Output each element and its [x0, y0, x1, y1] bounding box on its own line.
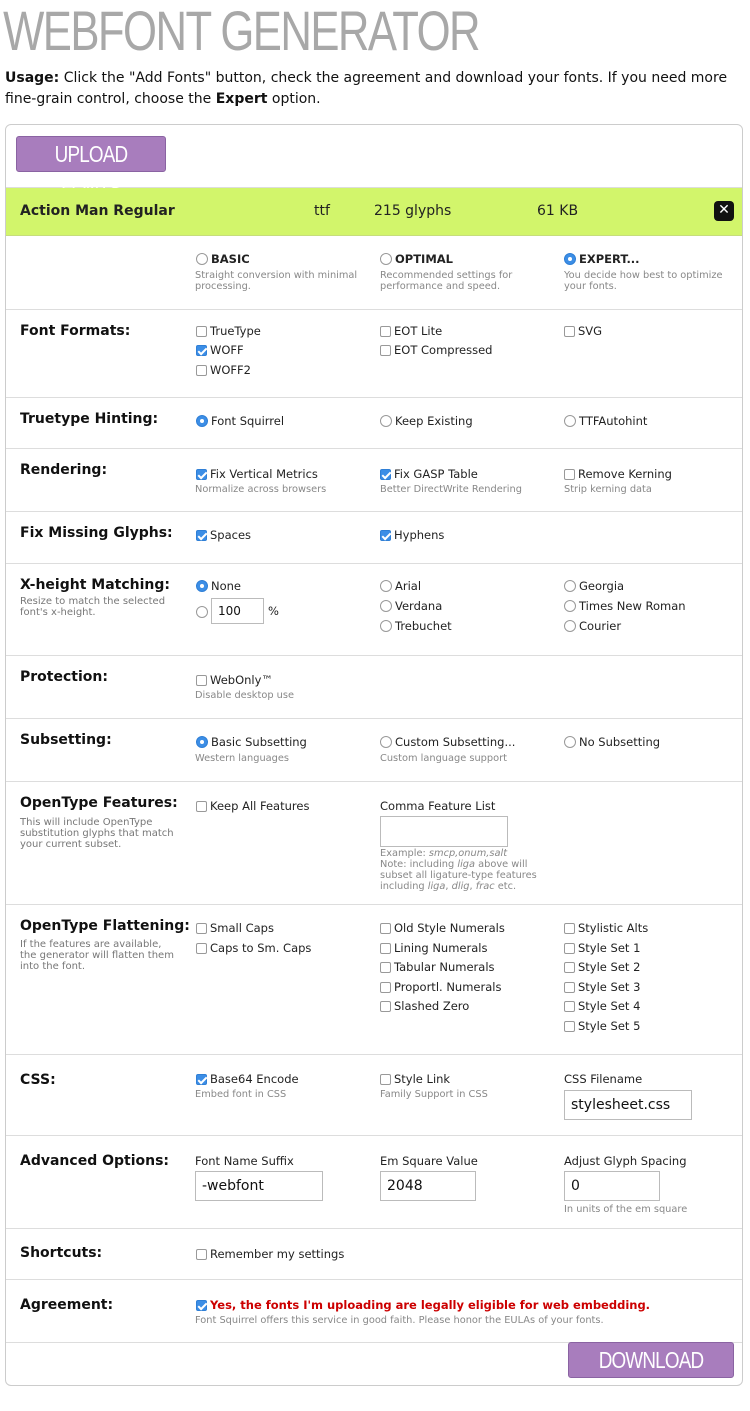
mode-basic-radio[interactable]: BASIC [196, 252, 250, 266]
eot-lite-checkbox[interactable]: EOT Lite [380, 324, 442, 338]
xheight-times-radio[interactable]: Times New Roman [564, 599, 686, 613]
css-label: CSS: [20, 1072, 56, 1088]
agreement-checkbox[interactable]: Yes, the fonts I'm uploading are legally eligible for web embedding. [196, 1298, 650, 1312]
custom-subsetting-desc: Custom language support [380, 753, 507, 764]
caps-to-small-caps-checkbox[interactable]: Caps to Sm. Caps [196, 941, 311, 955]
rendering-row [6, 449, 742, 512]
rendering-label: Rendering: [20, 462, 108, 478]
opentype-flattening-desc: If the features are available, the generator will flatten them into the font. [20, 939, 174, 972]
spaces-checkbox[interactable]: Spaces [196, 528, 251, 542]
font-name-suffix-label: Font Name Suffix [195, 1154, 294, 1168]
feature-list-help: Example: smcp,onum,salt Note: including liga above will subset all ligature-type features including liga, dlig, frac etc. [380, 848, 537, 892]
hinting-font-squirrel-radio[interactable]: Font Squirrel [196, 414, 284, 428]
subsetting-label: Subsetting: [20, 732, 112, 748]
basic-subsetting-desc: Western languages [195, 753, 290, 764]
opentype-features-label: OpenType Features: [20, 795, 178, 811]
shortcuts-label: Shortcuts: [20, 1245, 103, 1261]
font-name: Action Man Regular [20, 203, 175, 219]
upload-bar [6, 125, 742, 188]
style-link-desc: Family Support in CSS [380, 1089, 488, 1100]
hinting-keep-existing-radio[interactable]: Keep Existing [380, 414, 473, 428]
old-style-numerals-checkbox[interactable]: Old Style Numerals [380, 921, 505, 935]
feature-list-label: Comma Feature List [380, 799, 496, 813]
remove-font-icon[interactable]: ✕ [714, 201, 734, 221]
xheight-trebuchet-radio[interactable]: Trebuchet [380, 619, 452, 633]
x-height-matching-label: X-height Matching: [20, 577, 171, 593]
fix-vertical-metrics-desc: Normalize across browsers [195, 484, 327, 495]
style-set-2-checkbox[interactable]: Style Set 2 [564, 960, 640, 974]
upload-fonts-button[interactable]: UPLOAD [16, 136, 166, 172]
fix-gasp-table-desc: Better DirectWrite Rendering [380, 484, 522, 495]
uploaded-font-row [6, 188, 742, 236]
protection-label: Protection: [20, 669, 108, 685]
small-caps-checkbox[interactable]: Small Caps [196, 921, 274, 935]
x-height-matching-desc: Resize to match the selected font's x-height. [20, 596, 166, 618]
truetype-hinting-label: Truetype Hinting: [20, 411, 159, 427]
fix-vertical-metrics-checkbox[interactable]: Fix Vertical Metrics [196, 467, 318, 481]
mode-optimal-desc: Recommended settings for performance and speed. [380, 270, 513, 292]
remember-settings-checkbox[interactable]: Remember my settings [196, 1247, 344, 1261]
fix-gasp-table-checkbox[interactable]: Fix GASP Table [380, 467, 478, 481]
subsetting-row [6, 719, 742, 782]
woff2-checkbox[interactable]: WOFF2 [196, 363, 251, 377]
usage-text: Usage: Click the "Add Fonts" button, check the agreement and download your fonts. If you need more fine-grain control, choose the Expert option. [5, 70, 728, 107]
svg-checkbox[interactable]: SVG [564, 324, 602, 338]
x-height-matching-row [6, 564, 742, 656]
mode-expert-desc: You decide how best to optimize your fonts. [564, 270, 723, 292]
proportional-numerals-checkbox[interactable]: Proportl. Numerals [380, 980, 501, 994]
em-square-label: Em Square Value [380, 1154, 478, 1168]
base64-encode-checkbox[interactable]: Base64 Encode [196, 1072, 299, 1086]
eot-compressed-checkbox[interactable]: EOT Compressed [380, 343, 492, 357]
xheight-percent-input[interactable]: 100 [211, 598, 264, 624]
truetype-hinting-row [6, 398, 742, 449]
opentype-flattening-label: OpenType Flattening: [20, 918, 190, 934]
remove-kerning-desc: Strip kerning data [564, 484, 652, 495]
page-title: WEBFONT GENERATOR [3, 0, 479, 62]
base64-encode-desc: Embed font in CSS [195, 1089, 287, 1100]
custom-subsetting-radio[interactable]: Custom Subsetting... [380, 735, 515, 749]
css-filename-input[interactable]: stylesheet.css [564, 1090, 692, 1120]
lining-numerals-checkbox[interactable]: Lining Numerals [380, 941, 487, 955]
hinting-ttfautohint-radio[interactable]: TTFAutohint [564, 414, 647, 428]
style-link-checkbox[interactable]: Style Link [380, 1072, 450, 1086]
fix-missing-glyphs-label: Fix Missing Glyphs: [20, 525, 173, 541]
font-glyph-count: 215 glyphs [374, 203, 452, 219]
style-set-4-checkbox[interactable]: Style Set 4 [564, 999, 640, 1013]
css-filename-label: CSS Filename [564, 1072, 643, 1086]
protection-row [6, 656, 742, 719]
opentype-features-row [6, 782, 742, 905]
mode-optimal-radio[interactable]: OPTIMAL [380, 252, 453, 266]
xheight-percent-radio[interactable] [196, 605, 211, 619]
font-formats-row [6, 310, 742, 398]
shortcuts-row [6, 1229, 742, 1280]
truetype-checkbox[interactable]: TrueType [196, 324, 261, 338]
xheight-verdana-radio[interactable]: Verdana [380, 599, 442, 613]
no-subsetting-radio[interactable]: No Subsetting [564, 735, 660, 749]
font-format: ttf [314, 203, 330, 219]
em-square-input[interactable]: 2048 [380, 1171, 476, 1201]
font-name-suffix-input[interactable]: -webfont [195, 1171, 323, 1201]
generator-panel [5, 124, 743, 1407]
agreement-desc: Font Squirrel offers this service in good faith. Please honor the EULAs of your fonts. [195, 1315, 604, 1326]
opentype-flattening-row [6, 905, 742, 1055]
agreement-row [6, 1280, 742, 1343]
glyph-spacing-label: Adjust Glyph Spacing [564, 1154, 687, 1168]
stylistic-alts-checkbox[interactable]: Stylistic Alts [564, 921, 648, 935]
font-file-size: 61 KB [537, 203, 579, 219]
download-kit-button[interactable]: DOWNLOAD YOUR KIT [568, 1342, 734, 1378]
basic-subsetting-radio[interactable]: Basic Subsetting [196, 735, 307, 749]
webonly-checkbox[interactable]: WebOnly™ [196, 673, 273, 687]
xheight-courier-radio[interactable]: Courier [564, 619, 621, 633]
tabular-numerals-checkbox[interactable]: Tabular Numerals [380, 960, 495, 974]
remove-kerning-checkbox[interactable]: Remove Kerning [564, 467, 672, 481]
fix-missing-glyphs-row [6, 512, 742, 564]
style-set-3-checkbox[interactable]: Style Set 3 [564, 980, 640, 994]
style-set-1-checkbox[interactable]: Style Set 1 [564, 941, 640, 955]
style-set-5-checkbox[interactable]: Style Set 5 [564, 1019, 640, 1033]
woff-checkbox[interactable]: WOFF [196, 343, 244, 357]
glyph-spacing-input[interactable]: 0 [564, 1171, 660, 1201]
mode-expert-radio[interactable]: EXPERT... [564, 252, 640, 266]
css-row [6, 1055, 742, 1136]
xheight-none-radio[interactable]: None [196, 579, 241, 593]
font-formats-label: Font Formats: [20, 323, 131, 339]
xheight-percent-sign: % [268, 604, 279, 618]
keep-all-features-checkbox[interactable]: Keep All Features [196, 799, 309, 813]
mode-row [6, 236, 742, 310]
webonly-desc: Disable desktop use [195, 690, 294, 701]
agreement-label: Agreement: [20, 1297, 114, 1313]
advanced-options-row [6, 1136, 742, 1229]
feature-list-input[interactable] [380, 816, 508, 847]
glyph-spacing-desc: In units of the em square [564, 1204, 688, 1215]
advanced-options-label: Advanced Options: [20, 1153, 170, 1169]
opentype-features-desc: This will include OpenType substitution glyphs that match your current subset. [20, 817, 174, 850]
slashed-zero-checkbox[interactable]: Slashed Zero [380, 999, 469, 1013]
xheight-arial-radio[interactable]: Arial [380, 579, 421, 593]
mode-basic-desc: Straight conversion with minimal processing. [195, 270, 358, 292]
xheight-georgia-radio[interactable]: Georgia [564, 579, 624, 593]
hyphens-checkbox[interactable]: Hyphens [380, 528, 444, 542]
